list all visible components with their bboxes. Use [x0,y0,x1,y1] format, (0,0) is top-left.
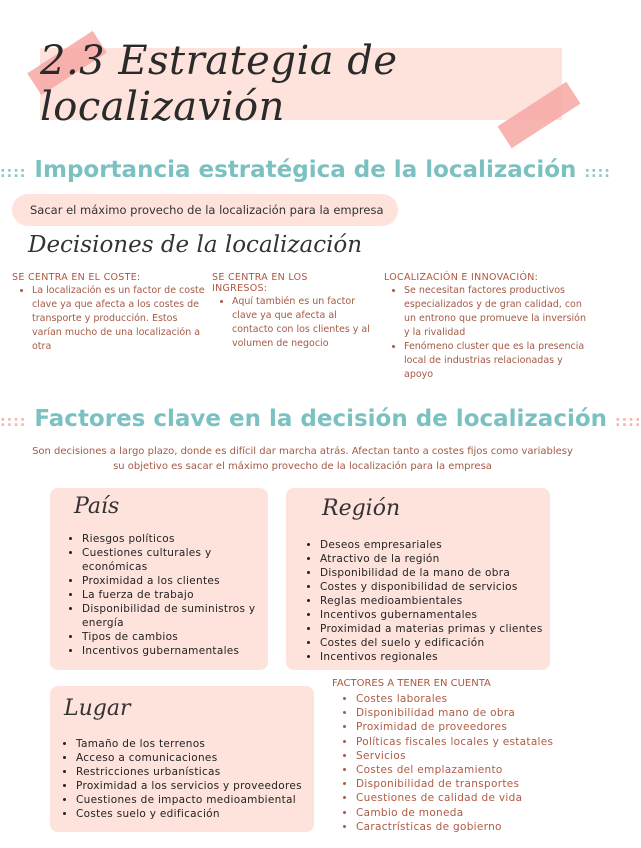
list-item: • Fenómeno cluster que es la presencia local de industrias relacionadas y apoyo [404,340,590,382]
section-heading-text: Importancia estratégica de la localización [34,157,577,183]
section-heading-factors [0,406,641,432]
list-item: • La localización es un factor de coste clave ya que afecta a los costes de transporte y producción. Estos varían mucho de una localización a otra [32,284,210,354]
list-item: • Atractivo de la región [320,552,564,566]
list-item: • Costes y disponibilidad de servicios [320,580,564,594]
list-item: • Proximidad a materias primas y clientes [320,622,564,636]
importance-pill [12,194,398,226]
list-item: • Disponibilidad de suministros y energía [82,602,278,630]
list-item: • Proximidad a los clientes [82,574,278,588]
factors-intro: Son decisiones a largo plazo, donde es difícil dar marcha atrás. Afectan tanto a costes fijos como variablesy su objetivo es sacar el máximo provecho de la localización para la empresa [32,446,573,472]
decision-column-heading: LOCALIZACIÓN E INNOVACIÓN: [384,272,539,283]
dots-left: :::: [0,165,27,181]
list-item: • Deseos empresariales [320,538,564,552]
list-item: • Cuestiones culturales y económicas [82,546,278,574]
section-heading-importance [0,157,611,183]
list-item: • Costes laborales [356,692,553,706]
list-item: • La fuerza de trabajo [82,588,278,602]
list-item: • Aquí también es un factor clave ya que afecta al contacto con los clientes y al volumen de negocio [232,295,380,351]
factors-list [336,692,553,834]
list-item: • Proximidad a los servicios y proveedores [76,779,332,793]
list-item: • Caractrísticas de gobierno [356,820,553,834]
decision-column-cost [12,272,210,354]
list-item: • Se necesitan factores productivos especializados y de gran calidad, con un entrono que promueve la inversión y la rivalidad [404,284,590,340]
section-heading-text: Factores clave en la decisión de localización [34,406,608,432]
list-item: • Cambio de moneda [356,806,553,820]
list-item: • Riesgos políticos [82,532,278,546]
list-item: • Incentivos gubernamentales [320,608,564,622]
list-item: • Reglas medioambientales [320,594,564,608]
list-item: • Disponibilidad de transportes [356,777,553,791]
decision-column-income [212,272,380,351]
factors-heading: FACTORES A TENER EN CUENTA [332,678,491,689]
list-item: • Costes del emplazamiento [356,763,553,777]
card-pais [50,488,268,670]
dots-right: :::: [584,165,611,181]
decision-column-innovation [384,272,590,382]
decisions-heading: Decisiones de la localización [28,232,363,258]
page-title: 2.3 Estrategia de localizavión [40,38,398,130]
list-item: • Disponibilidad mano de obra [356,706,553,720]
card-title: Lugar [64,696,131,721]
list-item: • Cuestiones de impacto medioambiental [76,793,332,807]
list-item: • Proximidad de proveedores [356,720,553,734]
decision-column-heading: SE CENTRA EN EL COSTE: [12,272,141,283]
dots-right: :::: [615,414,641,430]
list-item: • Costes del suelo y edificación [320,636,564,650]
card-region [286,488,550,670]
card-title: Región [322,496,401,521]
list-item: • Políticas fiscales locales y estatales [356,735,553,749]
decision-column-heading: SE CENTRA EN LOS INGRESOS: [212,272,308,294]
pill-text: Sacar el máximo provecho de la localización para la empresa [30,203,384,217]
list-item: • Cuestiones de calidad de vida [356,791,553,805]
list-item: • Servicios [356,749,553,763]
card-title: País [74,494,120,519]
list-item: • Restricciones urbanísticas [76,765,332,779]
list-item: • Acceso a comunicaciones [76,751,332,765]
list-item: • Disponibilidad de la mano de obra [320,566,564,580]
list-item: • Tipos de cambios [82,630,278,644]
card-lugar [50,686,314,832]
list-item: • Incentivos gubernamentales [82,644,278,658]
dots-left: :::: [0,414,27,430]
list-item: • Tamaño de los terrenos [76,737,332,751]
list-item: • Incentivos regionales [320,650,564,664]
list-item: • Costes suelo y edificación [76,807,332,821]
